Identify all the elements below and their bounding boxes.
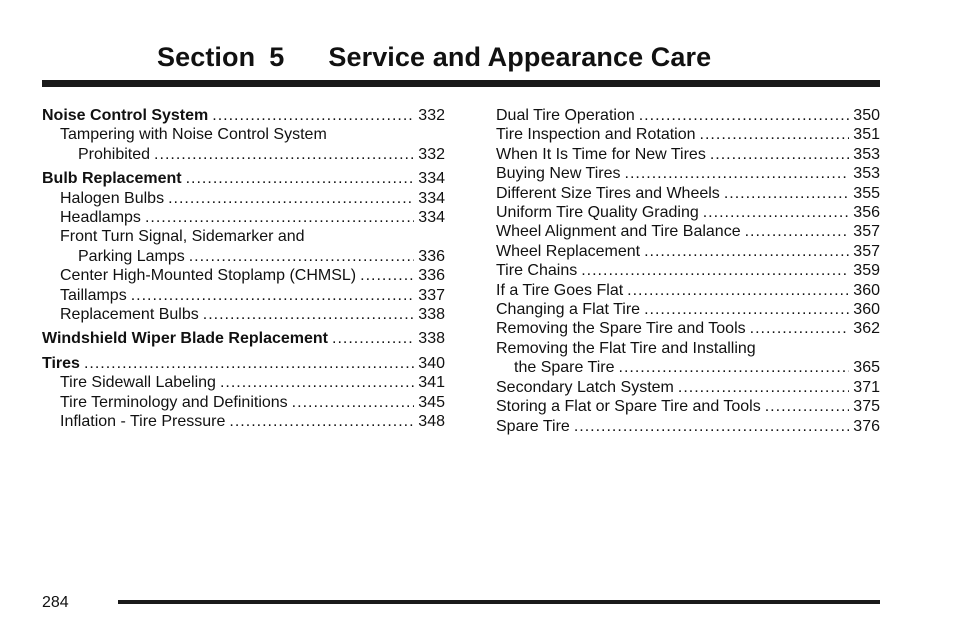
- toc-entry-chmsl[interactable]: [42, 266, 445, 285]
- dot-leader: [84, 354, 414, 373]
- toc-entry-label: Dual Tire Operation: [496, 107, 635, 124]
- section-label: Section: [157, 42, 256, 72]
- toc-entry-taillamps[interactable]: [42, 286, 445, 305]
- toc-entry-label: Tire Inspection and Rotation: [496, 126, 696, 144]
- toc-left-column: [42, 106, 445, 432]
- toc-entry-label: Uniform Tire Quality Grading: [496, 204, 699, 222]
- dot-leader: [619, 358, 850, 377]
- toc-page-number: 334: [418, 170, 445, 188]
- toc-entry-noise-control[interactable]: [42, 106, 445, 125]
- toc-entry-label: Prohibited: [78, 145, 151, 163]
- toc-entry-label: Taillamps: [60, 286, 127, 304]
- page-number: 284: [42, 594, 69, 611]
- toc-entry-goes-flat[interactable]: [496, 281, 880, 300]
- toc-entry-removing-flat-line1: Removing the Flat Tire and Installing: [496, 339, 756, 357]
- dot-leader: [292, 393, 415, 412]
- toc-entry-bulb-replacement[interactable]: [42, 169, 445, 188]
- page-title: [157, 42, 711, 73]
- toc-page-number: 351: [853, 126, 880, 144]
- dot-leader: [745, 222, 850, 241]
- toc-entry-label: Noise Control System: [42, 107, 209, 124]
- toc-entry-tampering[interactable]: [42, 145, 445, 164]
- toc-page-number: 357: [853, 242, 880, 260]
- toc-page-number: 337: [418, 286, 445, 304]
- toc-entry-spare-tire[interactable]: [496, 417, 880, 436]
- toc-page-number: 345: [418, 393, 445, 411]
- toc-entry-wheel-replacement[interactable]: [496, 242, 880, 261]
- dot-leader: [229, 412, 414, 431]
- toc-page-number: 336: [418, 267, 445, 285]
- toc-entry-label: When It Is Time for New Tires: [496, 145, 706, 163]
- dot-leader: [574, 417, 849, 436]
- toc-entry-inflation[interactable]: [42, 412, 445, 431]
- toc-page-number: 350: [853, 107, 880, 124]
- toc-entry-quality-grading[interactable]: [496, 203, 880, 222]
- toc-entry-headlamps[interactable]: [42, 208, 445, 227]
- toc-entry-label: Inflation - Tire Pressure: [60, 413, 226, 431]
- toc-entry-different-size[interactable]: [496, 184, 880, 203]
- toc-entry-label: Replacement Bulbs: [60, 306, 199, 324]
- dot-leader: [700, 125, 850, 144]
- dot-leader: [220, 373, 414, 392]
- toc-entry-label: If a Tire Goes Flat: [496, 281, 624, 299]
- footer-rule: [118, 600, 880, 604]
- toc-page-number: 353: [853, 145, 880, 163]
- dot-leader: [678, 378, 849, 397]
- toc-entry-alignment-balance[interactable]: [496, 222, 880, 241]
- toc-entry-label: the Spare Tire: [514, 359, 615, 377]
- dot-leader: [332, 329, 414, 348]
- toc-entry-replacement-bulbs[interactable]: [42, 305, 445, 324]
- toc-entry-label: Changing a Flat Tire: [496, 301, 641, 319]
- dot-leader: [360, 266, 414, 285]
- toc-page-number: 341: [418, 374, 445, 392]
- toc-page-number: 375: [853, 398, 880, 416]
- toc-entry-front-turn-line1: Front Turn Signal, Sidemarker and: [60, 228, 305, 246]
- toc-entry-label: Storing a Flat or Spare Tire and Tools: [496, 398, 761, 416]
- toc-entry-label: Secondary Latch System: [496, 378, 674, 396]
- toc-entry-inspection-rotation[interactable]: [496, 125, 880, 144]
- toc-entry-front-turn[interactable]: [42, 247, 445, 266]
- toc-page-number: 362: [853, 320, 880, 338]
- toc-entry-tire-chains[interactable]: [496, 261, 880, 280]
- toc-entry-dual-tire[interactable]: [496, 106, 880, 125]
- toc-entry-label: Tire Sidewall Labeling: [60, 374, 216, 392]
- toc-entry-wiper-blade[interactable]: [42, 329, 445, 348]
- dot-leader: [703, 203, 850, 222]
- toc-entry-label: Headlamps: [60, 209, 141, 227]
- toc-page-number: 338: [418, 306, 445, 324]
- toc-entry-secondary-latch[interactable]: [496, 378, 880, 397]
- toc-entry-changing-flat[interactable]: [496, 300, 880, 319]
- toc-page-number: 359: [853, 262, 880, 280]
- dot-leader: [212, 106, 414, 125]
- toc-right-column: [496, 106, 880, 436]
- toc-entry-label: Spare Tire: [496, 417, 570, 435]
- dot-leader: [750, 319, 850, 338]
- toc-entry-label: Windshield Wiper Blade Replacement: [42, 330, 328, 348]
- toc-page-number: 356: [853, 204, 880, 222]
- dot-leader: [145, 208, 414, 227]
- toc-page-number: 360: [853, 301, 880, 319]
- toc-entry-storing-flat[interactable]: [496, 397, 880, 416]
- toc-page-number: 338: [418, 330, 445, 348]
- section-title: Service and Appearance Care: [328, 42, 712, 72]
- toc-entry-tires[interactable]: [42, 354, 445, 373]
- toc-entry-new-tires-time[interactable]: [496, 145, 880, 164]
- toc-entry-terminology[interactable]: [42, 393, 445, 412]
- toc-entry-removing-spare[interactable]: [496, 319, 880, 338]
- dot-leader: [131, 286, 415, 305]
- toc-page-number: 332: [418, 107, 445, 124]
- dot-leader: [581, 261, 849, 280]
- toc-entry-label: Tires: [42, 354, 80, 372]
- toc-page-number: 357: [853, 223, 880, 241]
- dot-leader: [625, 164, 850, 183]
- dot-leader: [189, 247, 415, 266]
- toc-page-number: 336: [418, 247, 445, 265]
- dot-leader: [710, 145, 849, 164]
- toc-entry-label: Center High-Mounted Stoplamp (CHMSL): [60, 267, 357, 285]
- dot-leader: [724, 184, 849, 203]
- dot-leader: [639, 106, 850, 125]
- toc-page-number: 332: [418, 145, 445, 163]
- toc-entry-label: Removing the Spare Tire and Tools: [496, 320, 746, 338]
- dot-leader: [644, 300, 849, 319]
- toc-page-number: 360: [853, 281, 880, 299]
- toc-entry-label: Buying New Tires: [496, 165, 621, 183]
- toc-entry-label: Bulb Replacement: [42, 170, 182, 188]
- dot-leader: [203, 305, 415, 324]
- toc-entry-buying-new[interactable]: [496, 164, 880, 183]
- toc-entry-removing-flat[interactable]: [496, 358, 880, 377]
- toc-page-number: 334: [418, 189, 445, 207]
- toc-entry-halogen-bulbs[interactable]: [42, 189, 445, 208]
- section-number: 5: [269, 42, 285, 72]
- toc-entry-label: Tire Terminology and Definitions: [60, 393, 288, 411]
- toc-page-number: 376: [853, 417, 880, 435]
- toc-entry-label: Parking Lamps: [78, 247, 185, 265]
- toc-page-number: 355: [853, 184, 880, 202]
- toc-page-number: 365: [853, 359, 880, 377]
- toc-entry-label: Different Size Tires and Wheels: [496, 184, 720, 202]
- toc-entry-label: Halogen Bulbs: [60, 189, 165, 207]
- dot-leader: [644, 242, 849, 261]
- dot-leader: [765, 397, 850, 416]
- toc-page-number: 340: [418, 354, 445, 372]
- dot-leader: [168, 189, 414, 208]
- toc-page-number: 371: [853, 378, 880, 396]
- dot-leader: [627, 281, 849, 300]
- dot-leader: [154, 145, 414, 164]
- toc-entry-sidewall-labeling[interactable]: [42, 373, 445, 392]
- toc-page-number: 353: [853, 165, 880, 183]
- toc-entry-tampering-line1: Tampering with Noise Control System: [60, 126, 327, 144]
- toc-page-number: 348: [418, 413, 445, 431]
- toc-entry-label: Tire Chains: [496, 262, 578, 280]
- toc-entry-label: Wheel Alignment and Tire Balance: [496, 223, 741, 241]
- toc-entry-label: Wheel Replacement: [496, 242, 641, 260]
- toc-page-number: 334: [418, 209, 445, 227]
- header-rule: [42, 80, 880, 87]
- dot-leader: [186, 169, 415, 188]
